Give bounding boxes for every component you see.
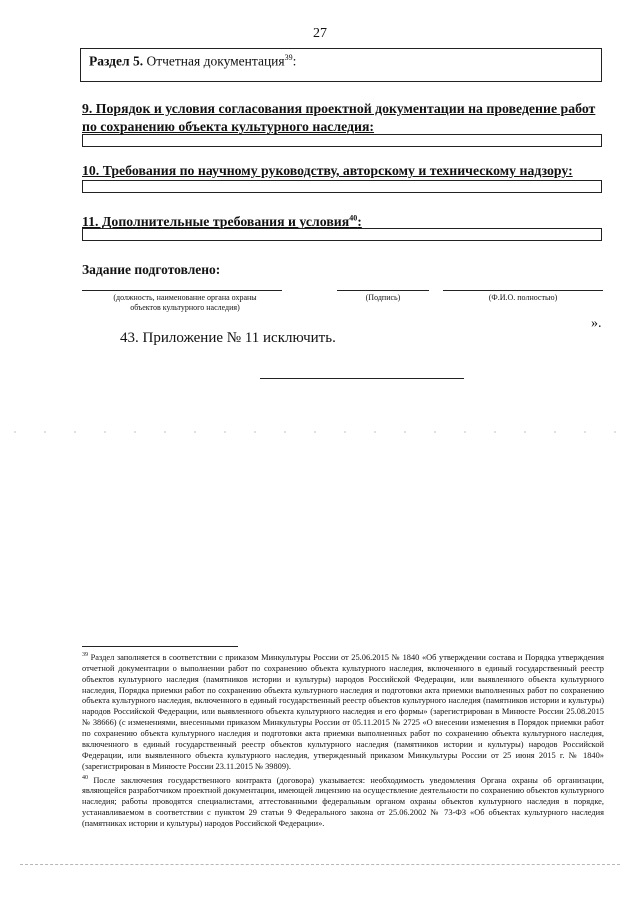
separator-line [260, 378, 464, 379]
footnote-40-num: 40 [82, 774, 88, 781]
footnote-ref-40: 40 [349, 213, 358, 222]
heading-9-text: 9. Порядок и условия согласования проектной документации на проведение работ по сохранению объекта культурного наследия: [82, 101, 596, 134]
heading-11-suffix: : [357, 213, 362, 229]
page-number: 27 [313, 26, 327, 41]
field-box-11[interactable] [82, 228, 602, 241]
footnote-39 [82, 650, 604, 773]
field-box-10[interactable] [82, 180, 602, 193]
heading-11-text: 11. Дополнительные требования и условия [82, 213, 350, 229]
footnote-rule [82, 646, 238, 647]
signature-line[interactable] [337, 290, 429, 291]
heading-10-text: 10. Требования по научному руководству, авторскому и техническому надзору: [82, 163, 573, 178]
footnote-ref-39: 39 [284, 53, 293, 62]
footnote-40-text: После заключения государственного контракта (договора) указывается: необходимость уведомления Органа охраны об организации, являющейся разработчиком проектной документации, имеющей лицензию на осуществление деятельности по сохранению объектов культурного наследия; работы проводятся специалистами, аттестованными федеральным органом охраны объектов культурного наследия в порядке, устанавливаемом в соответствии с пунктом 29 статьи 9 Федерального закона от 25.06.2002 № 73-ФЗ «Об объектах культурного наследия (памятниках истории и культуры) народов Российской Федерации». [82, 775, 604, 829]
heading-9 [82, 100, 608, 136]
name-signature-line[interactable] [443, 290, 603, 291]
footnotes [82, 650, 604, 830]
position-caption: (должность, наименование органа охраны объектов культурного наследия) [113, 293, 257, 312]
footnote-40 [82, 773, 604, 830]
name-caption: (Ф.И.О. полностью) [488, 293, 558, 302]
footnote-39-text: Раздел заполняется в соответствии с приказом Минкультуры России от 25.06.2015 № 1840 «Об утверждении состава и Порядка утверждения отчетной документации о выполнении работ по сохранению объекта культурного наследия, включенного в единый государственный реестр объектов культурного наследия (памятников истории и культуры) народов Российской Федерации, или выявленного объекта культурного наследия, Порядка приемки работ по сохранению объекта культурного наследия и подготовки акта приемки выполненных работ по сохранению объекта культурного наследия, включенного в единый государственный реестр объектов культурного наследия (памятников истории и культуры) народов Российской Федерации, или выявленного объекта культурного наследия и его формы» (зарегистрирован в Минюсте России 25.08.2015 № 38666) (с изменениями, внесенными приказом Минкультуры России от 05.11.2015 № 2725 «О внесении изменения в Порядок приемки работ по сохранению объекта культурного наследия и подготовки акта приемки выполненных работ по сохранению объекта культурного наследия, включенного в единый государственный реестр объектов культурного наследия (памятников истории и культуры) народов Российской Федерации, или выявленного объекта культурного наследия, утвержденный приказом Минкультуры России от 25 июня 2015 г. № 1840» (зарегистрирован в Минюсте России 23.11.2015 № 39809). [82, 652, 604, 771]
footnote-39-num: 39 [82, 652, 88, 658]
prepared-label: Задание подготовлено: [82, 262, 221, 277]
section5-label: Раздел 5. [89, 53, 144, 69]
heading-10 [82, 162, 608, 180]
position-signature-line[interactable] [82, 290, 282, 291]
field-box-9[interactable] [82, 134, 602, 147]
scan-artifact-line [20, 864, 620, 865]
closing-quote: ». [591, 316, 602, 331]
scan-artifact-dots [0, 430, 640, 434]
signature-caption: (Подпись) [365, 293, 401, 302]
section5-title: Отчетная документация [143, 53, 285, 69]
section5-suffix: : [292, 53, 297, 69]
section5-box [80, 48, 602, 82]
item-43: 43. Приложение № 11 исключить. [120, 330, 336, 346]
